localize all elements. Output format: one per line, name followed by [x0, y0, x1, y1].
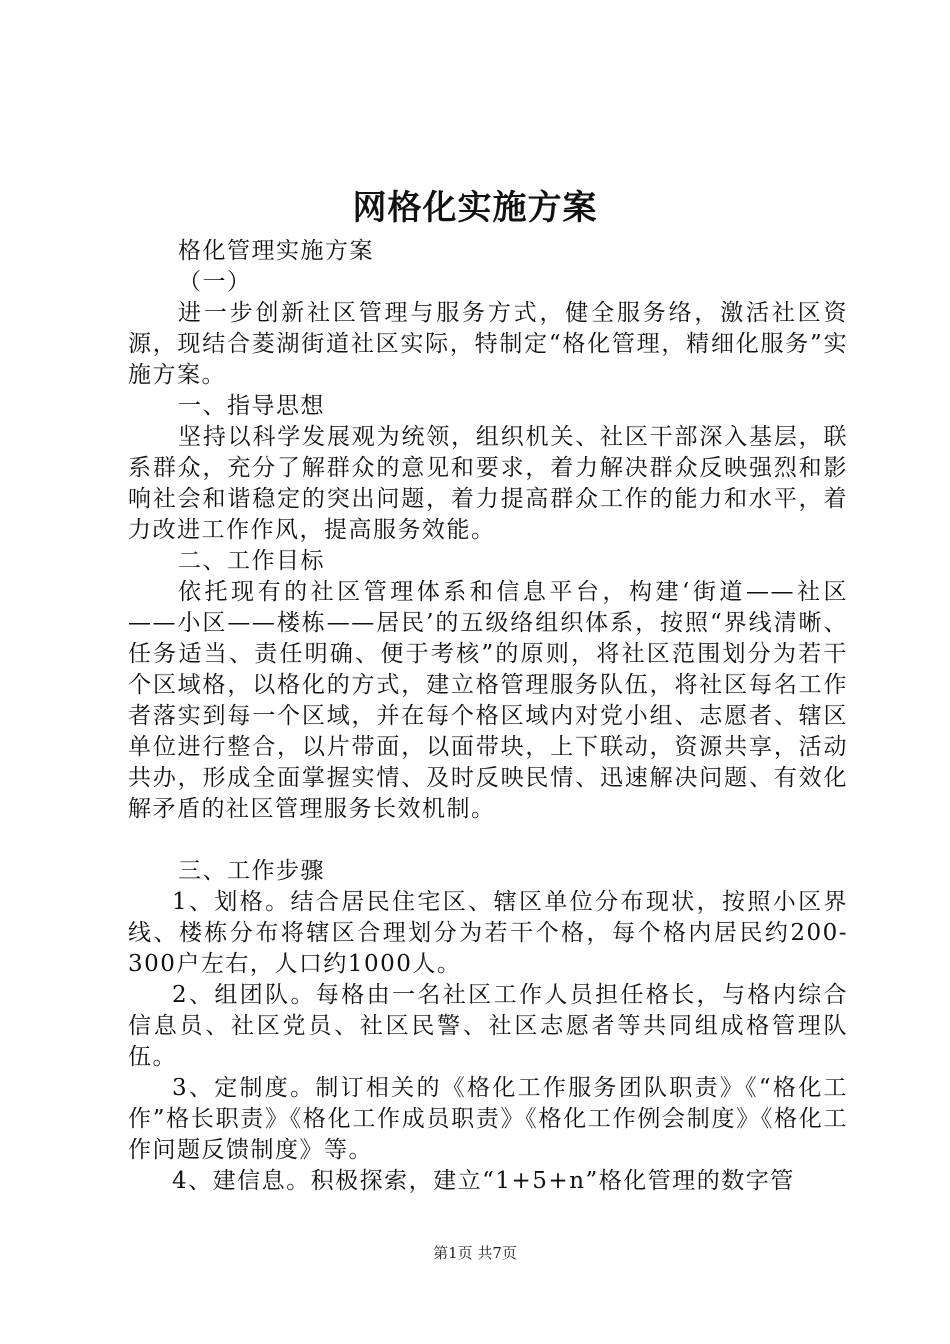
- paragraph-step-4: 4、建信息。积极探索，建立“1+5+n”格化管理的数字管: [172, 1168, 795, 1194]
- paragraph-gap: [128, 825, 848, 856]
- paragraph-work-goals: 依托现有的社区管理体系和信息平台，构建‘街道——社区——小区——楼栋——居民’的五级络组织体系，按照“界线清晰、任务适当、责任明确、便于考核”的原则，将社区范围划分为若干个区域格，以格化的方式，建立格管理服务队伍，将社区每名工作者落实到每一个区域，并在每个格区域内对党小组、志愿者、辖区单位进行整合，以片带面，以面带块，上下联动，资源共享，活动共办，形成全面掌握实情、及时反映民情、迅速解决问题、有效化解矛盾的社区管理服务长效机制。: [128, 579, 848, 822]
- heading-work-steps: 三、工作步骤: [178, 858, 325, 884]
- paragraph-section-number: （一）: [178, 269, 252, 295]
- heading-guiding-ideology: 一、指导思想: [178, 393, 325, 419]
- document-body: [128, 236, 848, 1197]
- paragraph-intro: 进一步创新社区管理与服务方式，健全服务络，激活社区资源，现结合菱湖街道社区实际，特制定“格化管理，精细化服务”实施方案。: [128, 300, 848, 388]
- paragraph-guiding-ideology: 坚持以科学发展观为统领，组织机关、社区干部深入基层，联系群众，充分了解群众的意见和要求，着力解决群众反映强烈和影响社会和谐稳定的突出问题，着力提高群众工作的能力和水平，着力改进工作作风，提高服务效能。: [128, 424, 848, 543]
- paragraph-step-3: 3、定制度。制订相关的《格化工作服务团队职责》《“格化工作”格长职责》《格化工作成员职责》《格化工作例会制度》《格化工作问题反馈制度》等。: [128, 1075, 848, 1163]
- heading-work-goals: 二、工作目标: [178, 548, 325, 574]
- document-title: 网格化实施方案: [352, 188, 598, 228]
- paragraph-subtitle: 格化管理实施方案: [178, 238, 374, 264]
- page-footer: 第1页 共7页: [433, 1244, 517, 1262]
- paragraph-step-2: 2、组团队。每格由一名社区工作人员担任格长，与格内综合信息员、社区党员、社区民警、社区志愿者等共同组成格管理队伍。: [128, 982, 848, 1070]
- paragraph-step-1: 1、划格。结合居民住宅区、辖区单位分布现状，按照小区界线、楼栋分布将辖区合理划分为若干个格，每个格内居民约200-300户左右，人口约1000人。: [128, 889, 848, 977]
